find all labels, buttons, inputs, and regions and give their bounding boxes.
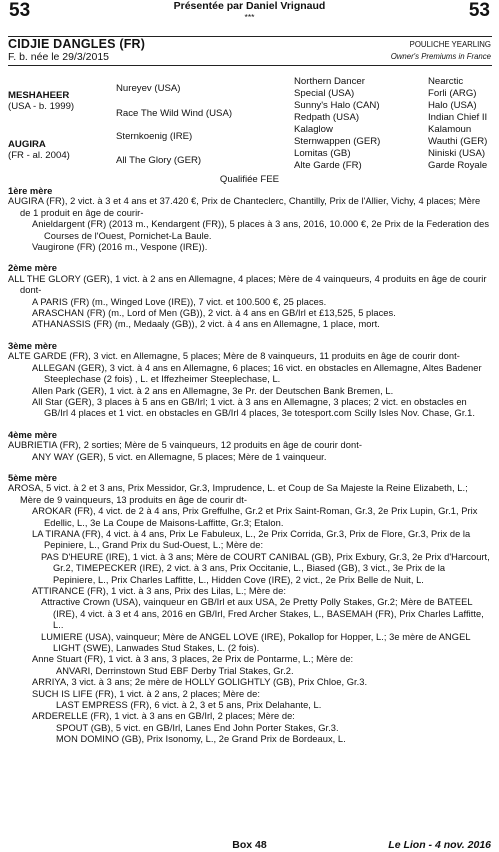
great-grandparent: Sunny's Halo (CAN) bbox=[294, 100, 380, 111]
family-line: AUBRIETIA (FR), 2 sorties; Mère de 5 vainqueurs, 12 produits en âge de courir dont- bbox=[8, 440, 362, 451]
lot-number-right: 53 bbox=[468, 0, 490, 21]
family-line: ALL THE GLORY (GER), 1 vict. à 2 ans en Allemagne, 4 places; Mère de 4 vainqueurs, 4 produits en âge de courir dont- bbox=[8, 273, 487, 296]
family-line: Anieldargent (FR) (2013 m., Kendargent (FR)), 5 places à 3 ans, 2016, 10.000 €, 2e Prix de la Federation des Courses de l'Ouest, Pornichet-La Baule. bbox=[32, 219, 490, 241]
stars: *** bbox=[244, 12, 255, 22]
grandparent: Race The Wild Wind (USA) bbox=[116, 108, 233, 119]
grandparent: Nureyev (USA) bbox=[116, 83, 181, 94]
horse-type: POULICHE YEARLING bbox=[409, 40, 491, 49]
family-line: Allen Park (GER), 1 vict. à 2 ans en Allemagne, 3e Pr. der Deutschen Bank Bremen, L. bbox=[32, 385, 394, 396]
section-heading: 5ème mère bbox=[8, 471, 57, 483]
grandparent: Sternkoenig (IRE) bbox=[116, 131, 193, 142]
horse-description: F. b. née le 29/3/2015 bbox=[8, 51, 109, 63]
family-line: ARRIYA, 3 vict. à 3 ans; 2e mère de HOLLY GOLIGHTLY (GB), Prix Chloe, Gr.3. bbox=[32, 677, 368, 688]
family-line: ALLEGAN (GER), 3 vict. à 4 ans en Allemagne, 6 places; 16 vict. en obstacles en Allemagne, Altes Badener Steeplechase (2 fois) , L. et Iffezheimer Steeplechase, L. bbox=[32, 362, 482, 385]
box-number: Box 48 bbox=[232, 839, 267, 851]
great-great-grandparent: Kalamoun bbox=[428, 124, 472, 135]
family-line: MON DOMINO (GB), Prix Isonomy, L., 2e Grand Prix de Bordeaux, L. bbox=[56, 734, 346, 745]
family-line: PAS D'HEURE (IRE), 1 vict. à 3 ans; Mère de COURT CANIBAL (GB), Prix Exbury, Gr.3, 2e Prix d'Harcourt, Gr.2, TIMEPECKER (IRE), 2 vict. à 3 ans, Prix Occitanie, L., Biased (GB), 3 vict., 3e Prix de la Pepiniere, L., Prix Charles Laffitte, L., Hidden Cove (IRE), 2 vict., 2e Prix Belle de Nuit, L. bbox=[41, 551, 490, 585]
section-heading: 3ème mère bbox=[8, 339, 57, 351]
family-line: A PARIS (FR) (m., Winged Love (IRE)), 7 vict. et 100.500 €, 25 places. bbox=[32, 296, 327, 307]
horse-name: CIDJIE DANGLES (FR) bbox=[8, 37, 146, 51]
great-grandparent: Alte Garde (FR) bbox=[294, 160, 362, 171]
family-line: ARDERELLE (FR), 1 vict. à 3 ans en GB/Irl, 2 places; Mère de: bbox=[32, 711, 295, 722]
great-grandparent: Northern Dancer bbox=[294, 76, 365, 87]
family-line: SUCH IS LIFE (FR), 1 vict. à 2 ans, 2 places; Mère de: bbox=[32, 688, 260, 699]
great-great-grandparent: Wauthi (GER) bbox=[428, 136, 488, 147]
section-heading: 2ème mère bbox=[8, 262, 57, 274]
great-great-grandparent: Indian Chief II bbox=[428, 112, 488, 123]
family-line: ATHANASSIS (FR) (m., Medaaly (GB)), 2 vict. à 4 ans en Allemagne, 1 place, mort. bbox=[32, 319, 380, 330]
family-line: AUGIRA (FR), 2 vict. à 3 et 4 ans et 37.420 €, Prix de Chanteclerc, Chantilly, Prix de l'Allier, Vichy, 4 places; Mère de 1 produit en âge de courir- bbox=[8, 196, 481, 218]
family-line: ALTE GARDE (FR), 3 vict. en Allemagne, 5 places; Mère de 8 vainqueurs, 11 produits en âge de courir dont- bbox=[8, 351, 460, 362]
pedigree-rule bbox=[8, 65, 492, 66]
great-great-grandparent: Niniski (USA) bbox=[428, 148, 486, 159]
family-line: ANY WAY (GER), 5 vict. en Allemagne, 5 places; Mère de 1 vainqueur. bbox=[32, 451, 327, 462]
great-great-grandparent: Forli (ARG) bbox=[428, 88, 477, 99]
catalogue-source: Le Lion - 4 nov. 2016 bbox=[388, 839, 491, 851]
great-grandparent: Redpath (USA) bbox=[294, 112, 360, 123]
family-line: Attractive Crown (USA), vainqueur en GB/Irl et aux USA, 2e Pretty Polly Stakes, Gr.2; Mère de BATEEL (IRE), 4 vict. à 3 et 4 ans, 2016 en GB/Irl, Fred Archer Stakes, L., BASEMAH (FR), Prix Charles Laffitte, L.. bbox=[41, 597, 484, 631]
sire-detail: (USA - b. 1999) bbox=[8, 101, 75, 112]
family-line: AROKAR (FR), 4 vict. de 2 à 4 ans, Prix Greffulhe, Gr.2 et Prix Saint-Roman, Gr.3, 2e Prix Lupin, Gr.1, Prix Edellic, L., 3e La Coupe de Maisons-Laffitte, Gr.3; Etalon. bbox=[32, 506, 478, 528]
great-great-grandparent: Nearctic bbox=[428, 76, 464, 87]
family-line: All Star (GER), 3 places à 5 ans en GB/Irl; 1 vict. à 3 ans en Allemagne, 3 places; 2 vict. en obstacles en GB/Irl 4 places et 1 vict. en obstacles en GB/Irl 4 places, 3e totesport.com Scilly Isles Nov. Chase, Gr.1. bbox=[32, 396, 475, 419]
family-sections bbox=[8, 185, 490, 746]
great-grandparent: Kalaglow bbox=[294, 124, 333, 135]
great-great-grandparent: Garde Royale bbox=[428, 160, 488, 171]
family-line: ARASCHAN (FR) (m., Lord of Men (GB)), 2 vict. à 4 ans en GB/Irl et £13,525, 5 places. bbox=[32, 308, 396, 319]
section-heading: 4ème mère bbox=[8, 428, 57, 440]
presented-by: Présentée par Daniel Vrignaud bbox=[173, 0, 326, 12]
family-line: SPOUT (GB), 5 vict. en GB/Irl, Lanes End John Porter Stakes, Gr.3. bbox=[56, 722, 339, 733]
family-line: AROSA, 5 vict. à 2 et 3 ans, Prix Messidor, Gr.3, Imprudence, L. et Coup de Sa Majeste la Reine Elizabeth, L.; Mère de 9 vainqueurs, 13 produits en âge de courir dt- bbox=[8, 483, 468, 505]
sire-name: MESHAHEER bbox=[8, 90, 70, 101]
section-heading: 1ère mère bbox=[8, 185, 53, 196]
great-grandparent: Lomitas (GB) bbox=[294, 148, 351, 159]
owner-premiums: Owner's Premiums in France bbox=[390, 52, 491, 61]
dam-detail: (FR - al. 2004) bbox=[8, 150, 70, 161]
family-line: ANVARI, Derrinstown Stud EBF Derby Trial Stakes, Gr.2. bbox=[56, 665, 294, 676]
family-line: Vaugirone (FR) (2016 m., Vespone (IRE)). bbox=[32, 242, 208, 253]
dam-name: AUGIRA bbox=[8, 139, 46, 150]
family-line: LUMIERE (USA), vainqueur; Mère de ANGEL LOVE (IRE), Pokallop for Hopper, L.; 3e mère de ANGEL LIGHT (SWE), Lanwades Stud Stakes, L. (2 fois). bbox=[41, 631, 471, 654]
great-grandparent: Sternwappen (GER) bbox=[294, 136, 381, 147]
family-line: ATTIRANCE (FR), 1 vict. à 3 ans, Prix des Lilas, L.; Mère de: bbox=[32, 586, 286, 596]
family-line: Anne Stuart (FR), 1 vict. à 3 ans, 3 places, 2e Prix de Pontarme, L.; Mère de: bbox=[32, 654, 354, 665]
great-grandparent: Special (USA) bbox=[294, 88, 355, 99]
family-line: LAST EMPRESS (FR), 6 vict. à 2, 3 et 5 ans, Prix Delahante, L. bbox=[56, 700, 322, 711]
family-line: LA TIRANA (FR), 4 vict. à 4 ans, Prix Le Fabuleux, L., 2e Prix Corrida, Gr.3, Prix de Flore, Gr.3, Prix de la Pepiniere, L., Grand Prix du Sud-Ouest, L.; Mère de: bbox=[32, 528, 471, 551]
qualification: Qualifiée FEE bbox=[219, 174, 280, 185]
great-great-grandparent: Halo (USA) bbox=[428, 100, 477, 111]
lot-number-left: 53 bbox=[9, 0, 31, 21]
grandparent: All The Glory (GER) bbox=[116, 155, 202, 166]
